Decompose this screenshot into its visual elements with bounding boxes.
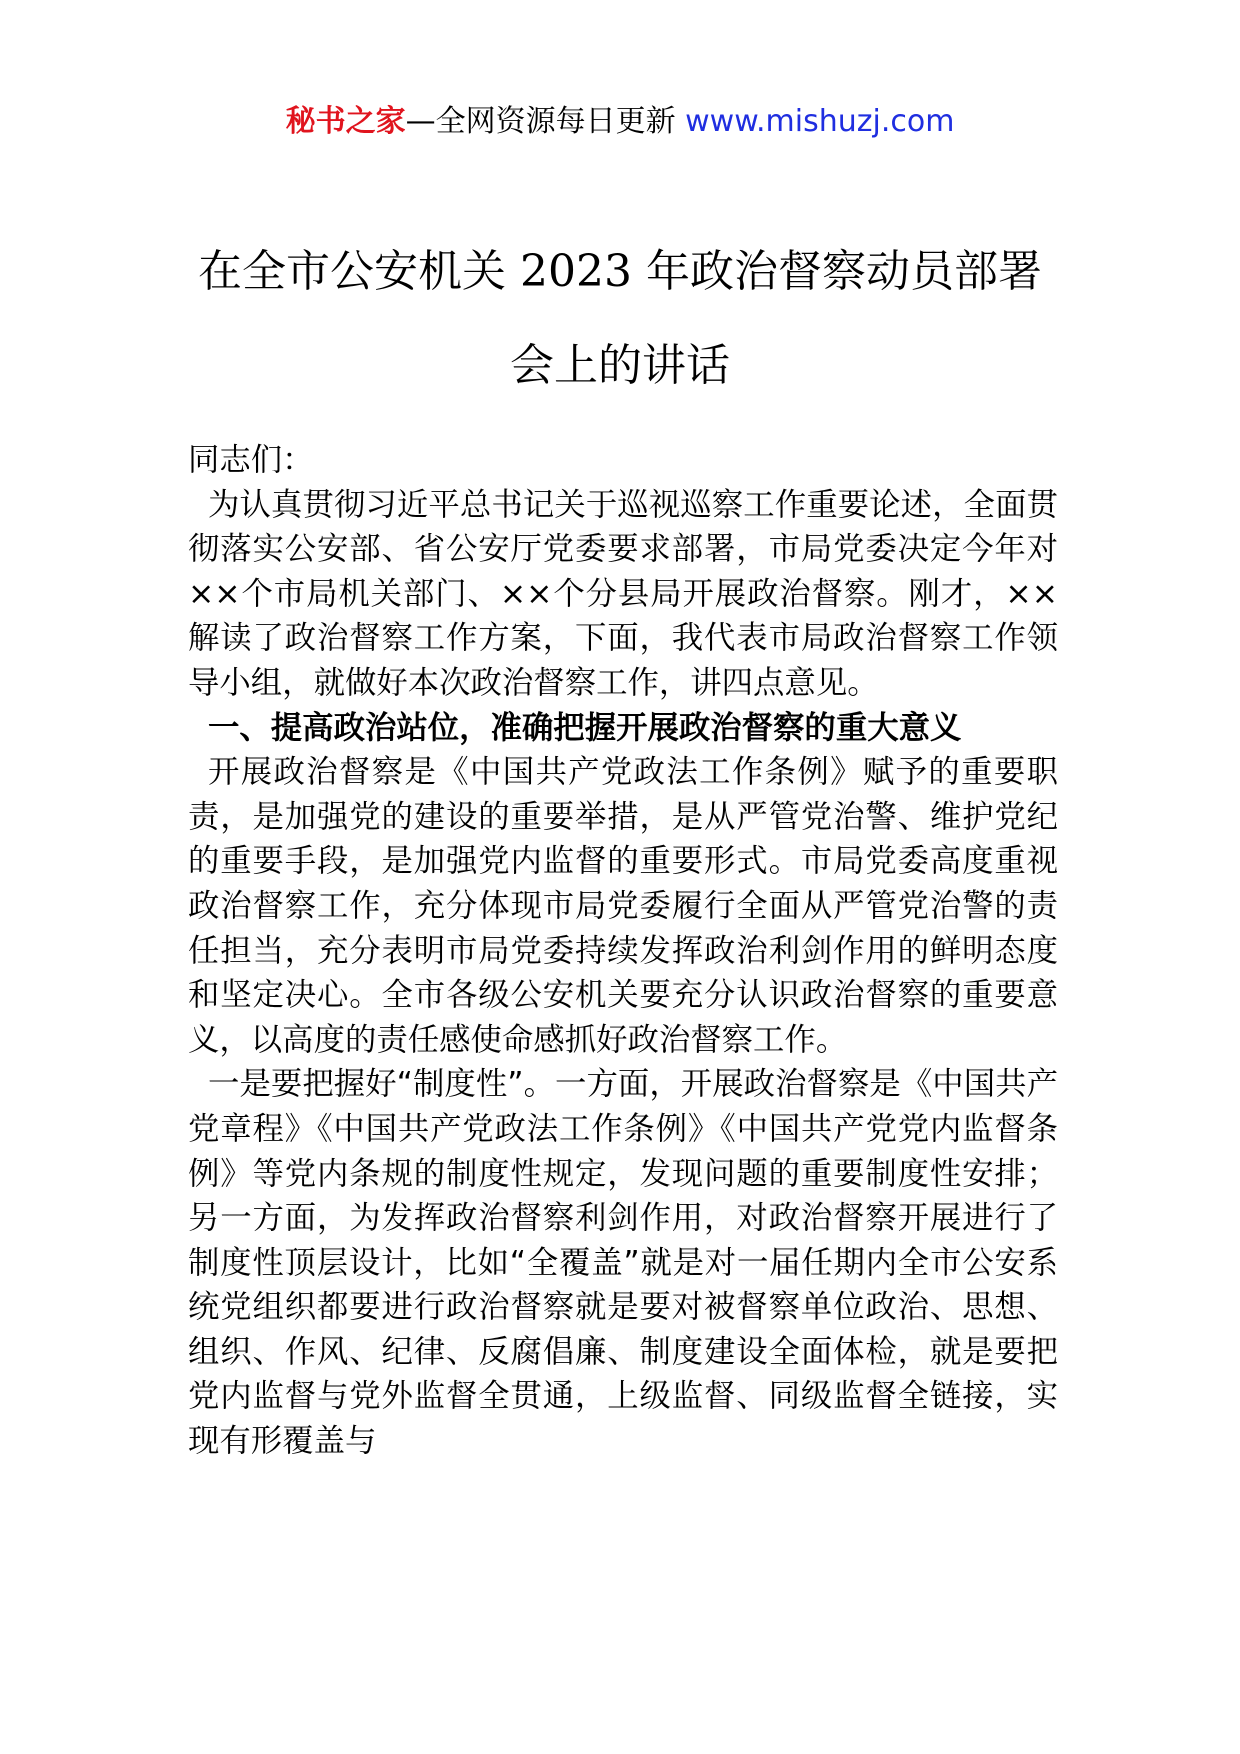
- document-title: [190, 225, 1050, 413]
- paragraph-institutional: 一是要把握好“制度性”。一方面，开展政治督察是《中国共产党章程》《中国共产党政法工作条例》《中国共产党党内监督条例》等党内条规的制度性规定，发现问题的重要制度性安排；另一方面，为发挥政治督察利剑作用，对政治督察开展进行了制度性顶层设计，比如“全覆盖”就是对一届任期内全市公安系统党组织都要进行政治督察就是要对被督察单位政治、思想、组织、作风、纪律、反腐倡廉、制度建设全面体检，就是要把党内监督与党外监督全贯通，上级监督、同级监督全链接，实现有形覆盖与: [188, 1066, 1058, 1460]
- salutation: 同志们：: [188, 442, 314, 478]
- paragraph-intro: 为认真贯彻习近平总书记关于巡视巡察工作重要论述，全面贯彻落实公安部、省公安厅党委要求部署，市局党委决定今年对××个市局机关部门、××个分县局开展政治督察。刚才，××解读了政治督察工作方案，下面，我代表市局政治督察工作领导小组，就做好本次政治督察工作，讲四点意见。: [188, 486, 1058, 701]
- document-body: [188, 438, 1058, 1464]
- title-line-2: 会上的讲话: [510, 340, 730, 391]
- title-line-1: 在全市公安机关 2023 年政治督察动员部署: [198, 246, 1042, 297]
- header-tagline: —全网资源每日更新: [405, 104, 686, 139]
- site-url-link[interactable]: www.mishuzj.com: [685, 104, 955, 139]
- section-heading-1: 一、提高政治站位，准确把握开展政治督察的重大意义: [208, 709, 962, 746]
- site-header: [0, 100, 1240, 144]
- brand-name: 秘书之家: [285, 104, 406, 139]
- paragraph-significance: 开展政治督察是《中国共产党政法工作条例》赋予的重要职责，是加强党的建设的重要举措，是从严管党治警、维护党纪的重要手段，是加强党内监督的重要形式。市局党委高度重视政治督察工作，充分体现市局党委履行全面从严管党治警的责任担当，充分表明市局党委持续发挥政治利剑作用的鲜明态度和坚定决心。全市各级公安机关要充分认识政治督察的重要意义，以高度的责任感使命感抓好政治督察工作。: [188, 754, 1058, 1058]
